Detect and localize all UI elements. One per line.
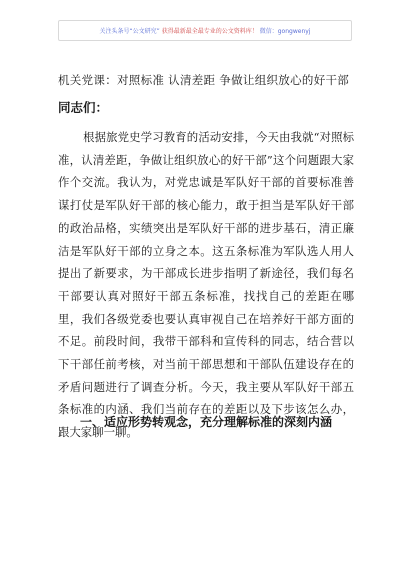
section-heading: 一、适应形势转观念，充分理解标准的深刻内涵 bbox=[80, 415, 333, 429]
salutation: 同志们： bbox=[58, 100, 109, 115]
banner-text-follow: 关注头条号“公文研究” bbox=[99, 28, 160, 35]
promo-banner bbox=[58, 20, 352, 41]
banner-text-wechat: 微信：gongwenyj bbox=[259, 28, 311, 35]
document-title: 机关党课：对照标准 认清差距 争做让组织放心的好干部 bbox=[58, 73, 350, 87]
body-paragraph: 根据旅党史学习教育的活动安排，今天由我就“对照标准，认清差距，争做让组织放心的好干部”这个问题跟大家作个交流。我认为，对党忠诚是军队好干部的首要标准善谋打仗是军队好干部的核心能力，敢于担当是军队好干部的政治品格，实绩突出是军队好干部的进步基石，清正廉洁是军队好干部的立身之本。这五条标准为军队选人用人提出了新要求，为干部成长进步指明了新途径，我们每名干部要认真对照好干部五条标准，找找自己的差距在哪里，我们各级党委也要认真审视自己在培养好干部方面的不足。前段时间，我带干部科和宣传科的同志，结合营以下干部任前考核，对当前干部思想和干部队伍建设存在的矛盾问题进行了调查分析。今天，我主要从军队好干部五条标准的内涵、我们当前存在的差距以及下步该怎么办，跟大家聊一聊。 bbox=[58, 130, 354, 440]
banner-text-promo: 获得最新最全最专业的公文资料库！ bbox=[161, 28, 258, 35]
